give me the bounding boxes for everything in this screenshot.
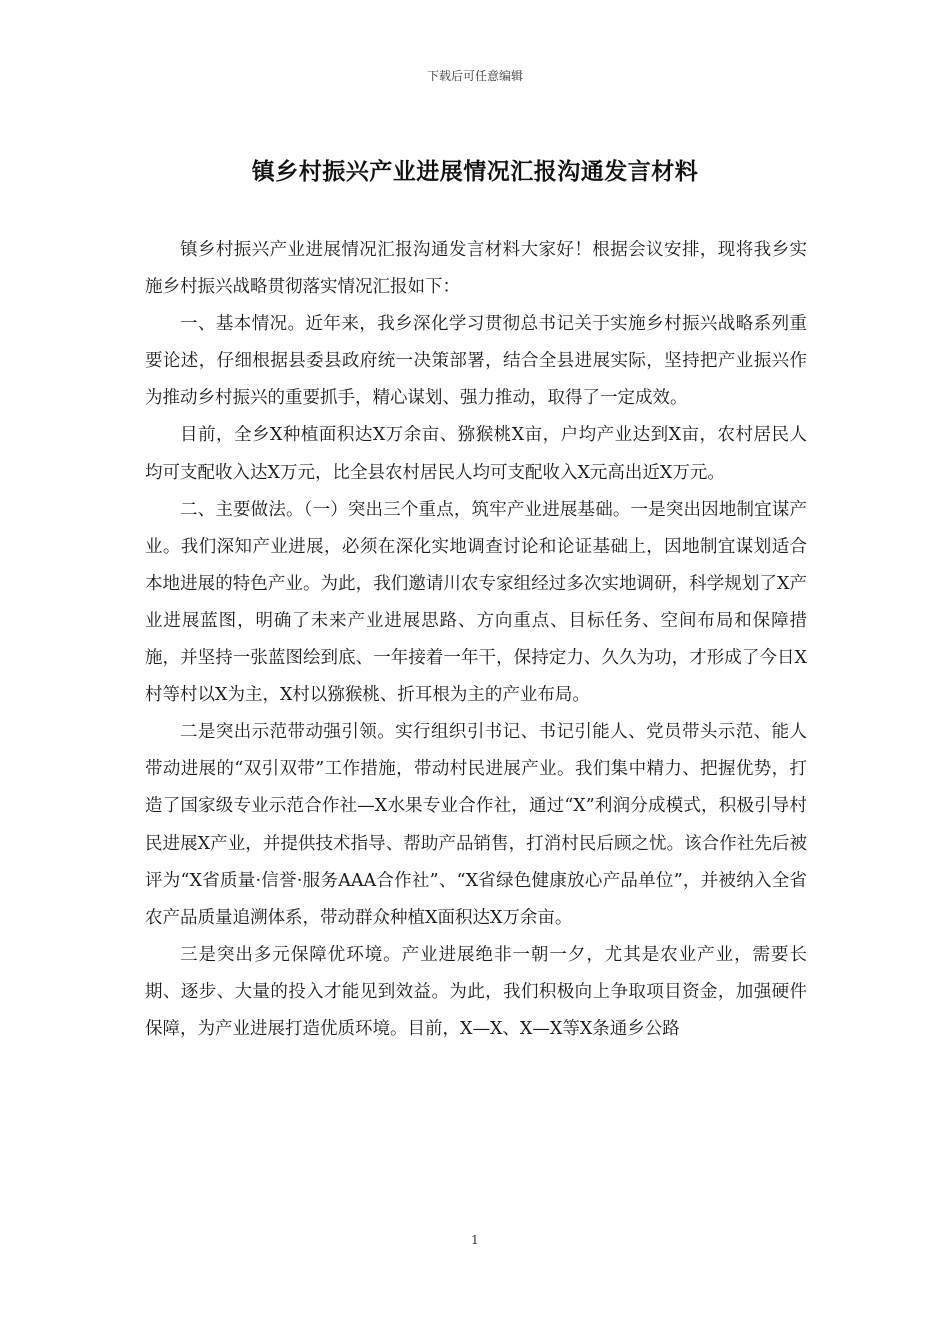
- paragraph-intro: 镇乡村振兴产业进展情况汇报沟通发言材料大家好！根据会议安排，现将我乡实施乡村振兴战略贯彻落实情况汇报如下：: [145, 240, 807, 298]
- page-number: 1: [471, 1233, 479, 1247]
- paragraph-demonstration: 二是突出示范带动强引领。实行组织引书记、书记引能人、党员带头示范、能人带动进展的“双引双带”工作措施，带动村民进展产业。我们集中精力、把握优势，打造了国家级专业示范合作社—X水果专业合作社，通过“X”利润分成模式，积极引导村民进展X产业，并提供技术指导、帮助产品销售，打消村民后顾之忧。该合作社先后被评为“X省质量·信誉·服务AAA合作社”、“X省绿色健康放心产品单位”，并被纳入全省农产品质量追溯体系，带动群众种植X面积达X万余亩。: [145, 722, 807, 928]
- paragraph-basic-situation: 一、基本情况。近年来，我乡深化学习贯彻总书记关于实施乡村振兴战略系列重要论述，仔细根据县委县政府统一决策部署，结合全县进展实际，坚持把产业振兴作为推动乡村振兴的重要抓手，精心谋划、强力推动，取得了一定成效。: [145, 314, 807, 409]
- paragraph-main-practices: 二、主要做法。（一）突出三个重点，筑牢产业进展基础。一是突出因地制宜谋产业。我们深知产业进展，必须在深化实地调查讨论和论证基础上，因地制宜谋划适合本地进展的特色产业。为此，我们邀请川农专家组经过多次实地调研，科学规划了X产业进展蓝图，明确了未来产业进展思路、方向重点、目标任务、空间布局和保障措施，并坚持一张蓝图绘到底、一年接着一年干，保持定力、久久为功，才形成了今日X村等村以X为主，X村以猕猴桃、折耳根为主的产业布局。: [145, 499, 807, 706]
- paragraph-current-figures: 目前，全乡X种植面积达X万余亩、猕猴桃X亩，户均产业达到X亩，农村居民人均可支配收入达X万元，比全县农村居民人均可支配收入X元高出近X万元。: [145, 425, 807, 483]
- document-body: [145, 232, 807, 1048]
- paragraph-guarantee: 三是突出多元保障优环境。产业进展绝非一朝一夕，尤其是农业产业，需要长期、逐步、大量的投入才能见到效益。为此，我们积极向上争取项目资金，加强硬件保障，为产业进展打造优质环境。目前，X—X、X—X等X条通乡公路: [145, 944, 807, 1039]
- document-title: 镇乡村振兴产业进展情况汇报沟通发言材料: [251, 158, 699, 185]
- header-note: 下载后可任意编辑: [426, 69, 523, 83]
